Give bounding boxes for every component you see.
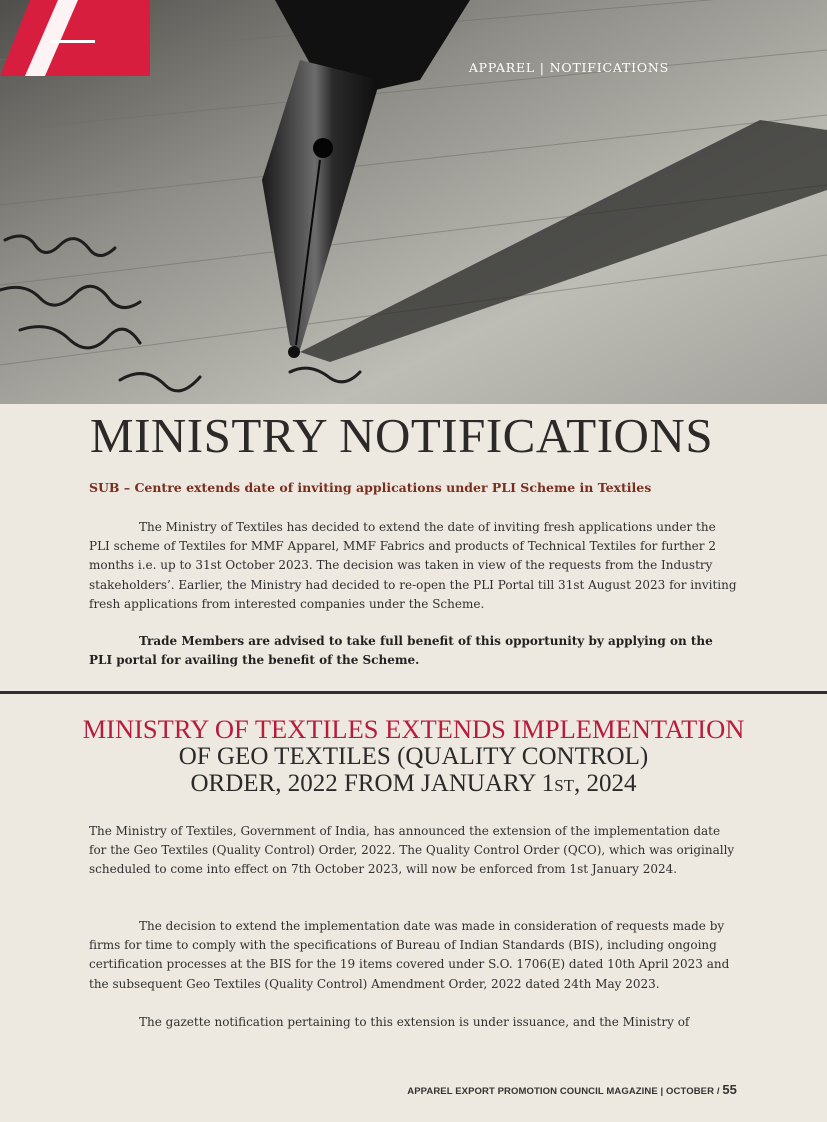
headline-line3-end: , 2024 <box>574 770 637 797</box>
page-title: MINISTRY NOTIFICATIONS <box>90 408 714 463</box>
article2-headline <box>0 716 827 799</box>
article2-paragraph1: The Ministry of Textiles, Government of India, has announced the extension of the implementation date for the Geo Textiles (Quality Control) Order, 2022. The Quality Control Order (QCO), which was originally scheduled to come into effect on 7th October 2023, will now be enforced from 1st January 2024. <box>89 824 735 877</box>
apparel-logo-icon <box>0 0 150 76</box>
headline-line3 <box>0 770 827 799</box>
footer-text: APPAREL EXPORT PROMOTION COUNCIL MAGAZINE | OCTOBER / <box>407 1086 720 1097</box>
article2-paragraph2: The decision to extend the implementation date was made in consideration of requests made by firms for time to comply with the specifications of Bureau of Indian Standards (BIS), including ongoing certification processes at the BIS for the 19 items covered under S.O. 1706(E) dated 10th April 2023 and the subsequent Geo Textiles (Quality Control) Amendment Order, 2022 dated 24th May 2023. <box>89 919 730 991</box>
page-footer <box>407 1082 737 1097</box>
article1-paragraph2: Trade Members are advised to take full benefit of this opportunity by applying on the PLI portal for availing the benefit of the Scheme. <box>89 634 713 668</box>
section-tag: APPAREL | NOTIFICATIONS <box>468 60 669 75</box>
article2-paragraph3: The gazette notification pertaining to this extension is under issuance, and the Ministry of <box>139 1015 690 1029</box>
headline-line3-suffix: ST <box>554 776 575 795</box>
hero-image <box>0 0 827 404</box>
section-divider <box>0 691 827 694</box>
headline-line1: MINISTRY OF TEXTILES EXTENDS IMPLEMENTATION <box>82 714 745 744</box>
headline-line3-main: ORDER, 2022 FROM JANUARY 1 <box>190 770 555 797</box>
page-number: 55 <box>722 1082 737 1097</box>
headline-line2: OF GEO TEXTILES (QUALITY CONTROL) <box>178 743 649 770</box>
article-subject: SUB – Centre extends date of inviting applications under PLI Scheme in Textiles <box>89 480 652 495</box>
article1-paragraph1: The Ministry of Textiles has decided to extend the date of inviting fresh applications under the PLI scheme of Textiles for MMF Apparel, MMF Fabrics and products of Technical Textiles for further 2 months i.e. up to 31st October 2023. The decision was taken in view of the requests from the Industry stakeholders’. Earlier, the Ministry had decided to re-open the PLI Portal till 31st August 2023 for inviting fresh applications from interested companies under the Scheme. <box>89 520 737 611</box>
